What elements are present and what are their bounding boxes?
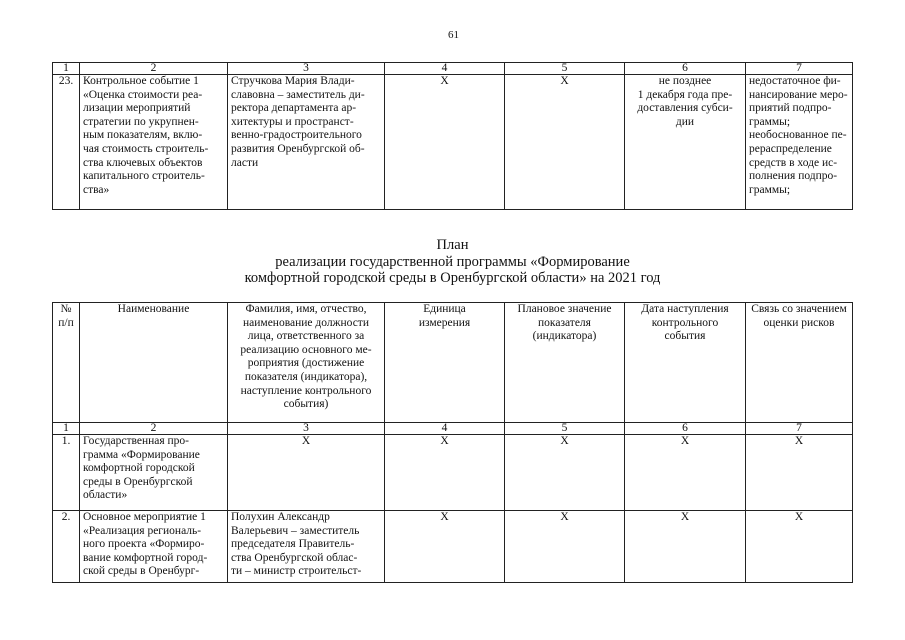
- column-number-row: [53, 423, 853, 435]
- header-date: Дата наступления контрольного события: [625, 303, 746, 423]
- col-num-6: 6: [625, 423, 746, 435]
- row-plan: Х: [505, 435, 625, 511]
- row-plan: Х: [505, 75, 625, 210]
- col-num-1: 1: [53, 63, 80, 75]
- col-num-3: 3: [228, 63, 385, 75]
- row-risk: Х: [746, 511, 853, 583]
- table-row: [53, 511, 853, 583]
- col-num-4: 4: [385, 63, 505, 75]
- col-num-5: 5: [505, 423, 625, 435]
- row-date: Х: [625, 511, 746, 583]
- col-num-7: 7: [746, 63, 853, 75]
- plan-table: [52, 302, 853, 583]
- row-unit: Х: [385, 511, 505, 583]
- table-row: [53, 435, 853, 511]
- table-continued: [52, 62, 853, 210]
- row-responsible: Стручкова Мария Влади- славовна – заместитель ди- ректора департамента ар- хитектуры и пространст- венно-градостроительного развития Оренбургской об- ласти: [228, 75, 385, 210]
- row-responsible: Х: [228, 435, 385, 511]
- row-name: Контрольное событие 1 «Оценка стоимости реа- лизации мероприятий стратегии по укрупнен- ным показателям, вклю- чая стоимость строитель- ства ключевых объектов капитального строитель- ства»: [80, 75, 228, 210]
- row-plan: Х: [505, 511, 625, 583]
- col-num-6: 6: [625, 63, 746, 75]
- row-date: Х: [625, 435, 746, 511]
- col-num-4: 4: [385, 423, 505, 435]
- row-unit: Х: [385, 75, 505, 210]
- header-unit: Единица измерения: [385, 303, 505, 423]
- page-number: 61: [448, 29, 459, 41]
- column-number-row: [53, 63, 853, 75]
- row-unit: Х: [385, 435, 505, 511]
- col-num-5: 5: [505, 63, 625, 75]
- header-row: [53, 303, 853, 423]
- row-number: 1.: [53, 435, 80, 511]
- header-name: Наименование: [80, 303, 228, 423]
- row-responsible: Полухин Александр Валерьевич – заместитель председателя Правитель- ства Оренбургской облас- ти – министр строительст-: [228, 511, 385, 583]
- header-responsible: Фамилия, имя, отчество, наименование должности лица, ответственного за реализацию основного ме- роприятия (достижение показателя (индикатора), наступление контрольного события): [228, 303, 385, 423]
- row-risk: Х: [746, 435, 853, 511]
- plan-title: План реализации государственной программы «Формирование комфортной городской среды в Оренбургской области» на 2021 год: [244, 237, 661, 286]
- col-num-1: 1: [53, 423, 80, 435]
- row-date: не позднее 1 декабря года пре- доставления субси- дии: [625, 75, 746, 210]
- row-number: 23.: [53, 75, 80, 210]
- header-num: № п/п: [53, 303, 80, 423]
- col-num-7: 7: [746, 423, 853, 435]
- row-name: Основное мероприятие 1 «Реализация региональ- ного проекта «Формиро- вание комфортной город- ской среды в Оренбург-: [80, 511, 228, 583]
- row-risk: недостаточное фи- нансирование меро- приятий подпро- граммы; необоснованное пе- рераспределение средств в ходе ис- полнения подпро- граммы;: [746, 75, 853, 210]
- row-number: 2.: [53, 511, 80, 583]
- header-risk: Связь со значением оценки рисков: [746, 303, 853, 423]
- col-num-3: 3: [228, 423, 385, 435]
- header-plan: Плановое значение показателя (индикатора): [505, 303, 625, 423]
- row-name: Государственная про- грамма «Формирование комфортной городской среды в Оренбургской области»: [80, 435, 228, 511]
- col-num-2: 2: [80, 423, 228, 435]
- col-num-2: 2: [80, 63, 228, 75]
- table-row: [53, 75, 853, 210]
